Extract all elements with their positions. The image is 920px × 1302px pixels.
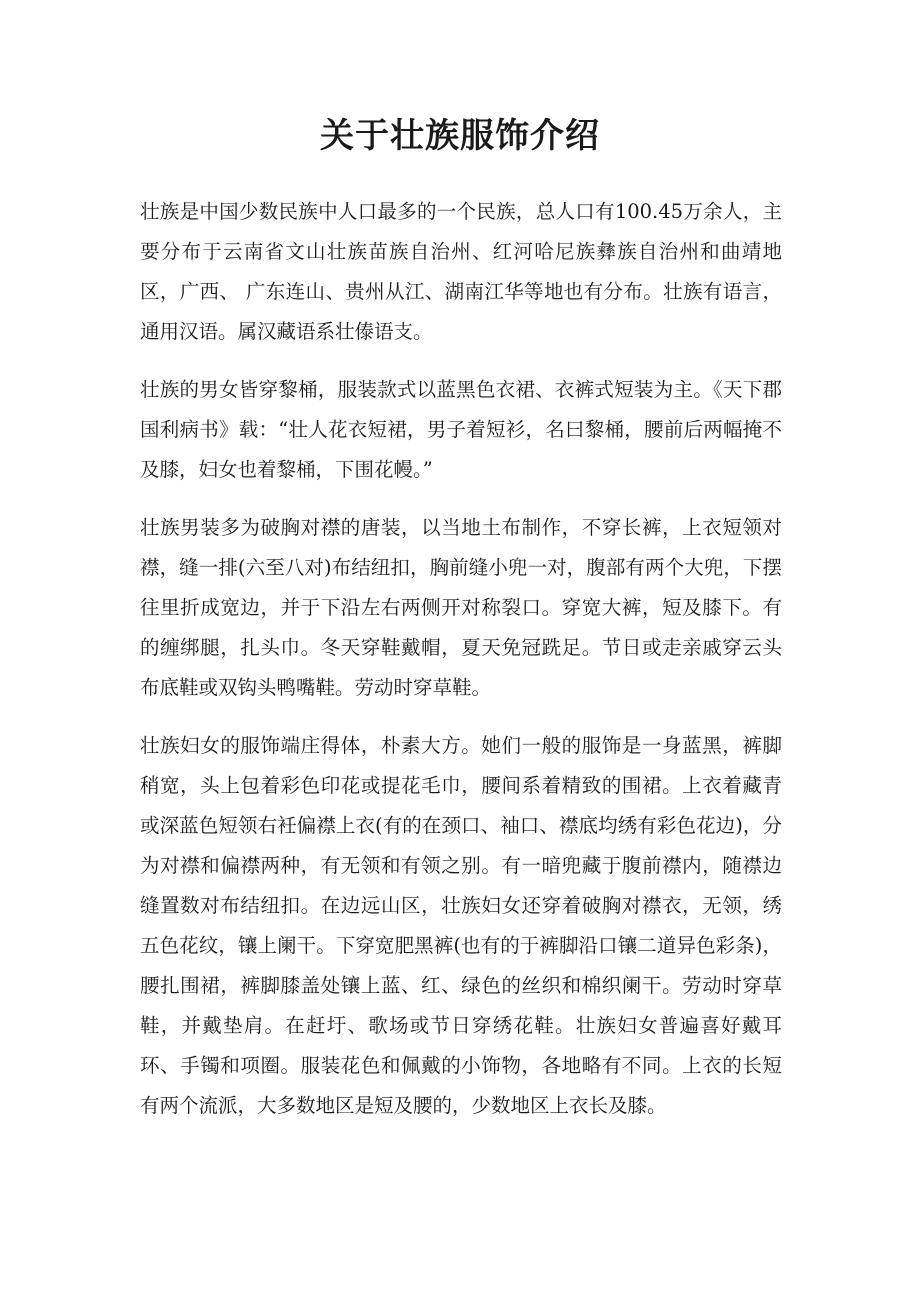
page-title: 关于壮族服饰介绍 <box>320 116 600 156</box>
paragraph-intro: 壮族是中国少数民族中人口最多的一个民族，总人口有100.45万余人，主要分布于云南省文山壮族苗族自治州、红河哈尼族彝族自治州和曲靖地区，广西、 广东连山、贵州从江、湖南江华等地也有分布。壮族有语言，通用汉语。属汉藏语系壮傣语支。 <box>140 200 782 343</box>
paragraph-women-attire: 壮族妇女的服饰端庄得体，朴素大方。她们一般的服饰是一身蓝黑，裤脚稍宽，头上包着彩色印花或提花毛巾，腰间系着精致的围裙。上衣着藏青或深蓝色短领右衽偏襟上衣(有的在颈口、袖口、襟底均绣有彩色花边)，分为对襟和偏襟两种，有无领和有领之别。有一暗兜藏于腹前襟内，随襟边缝置数对布结纽扣。在边远山区，壮族妇女还穿着破胸对襟衣，无领，绣五色花纹，镶上阑干。下穿宽肥黑裤(也有的于裤脚沿口镶二道异色彩条)，腰扎围裙，裤脚膝盖处镶上蓝、红、绿色的丝织和棉织阑干。劳动时穿草鞋，并戴垫肩。在赶圩、歌场或节日穿绣花鞋。壮族妇女普遍喜好戴耳环、手镯和项圈。服装花色和佩戴的小饰物，各地略有不同。上衣的长短有两个流派，大多数地区是短及腰的，少数地区上衣长及膝。 <box>140 734 782 1117</box>
document-body <box>140 192 782 1144</box>
paragraph-general-attire: 壮族的男女皆穿黎桶，服装款式以蓝黑色衣裙、衣裤式短装为主。《天下郡国利病书》载：“壮人花衣短裙，男子着短衫，名曰黎桶，腰前后两幅掩不及膝，妇女也着黎桶，下围花幔。” <box>140 378 782 481</box>
paragraph-men-attire: 壮族男装多为破胸对襟的唐装，以当地土布制作，不穿长裤，上衣短领对襟，缝一排(六至八对)布结纽扣，胸前缝小兜一对，腹部有两个大兜，下摆往里折成宽边，并于下沿左右两侧开对称裂口。穿宽大裤，短及膝下。有的缠绑腿，扎头巾。冬天穿鞋戴帽，夏天免冠跣足。节日或走亲戚穿云头布底鞋或双钩头鸭嘴鞋。劳动时穿草鞋。 <box>140 516 782 699</box>
